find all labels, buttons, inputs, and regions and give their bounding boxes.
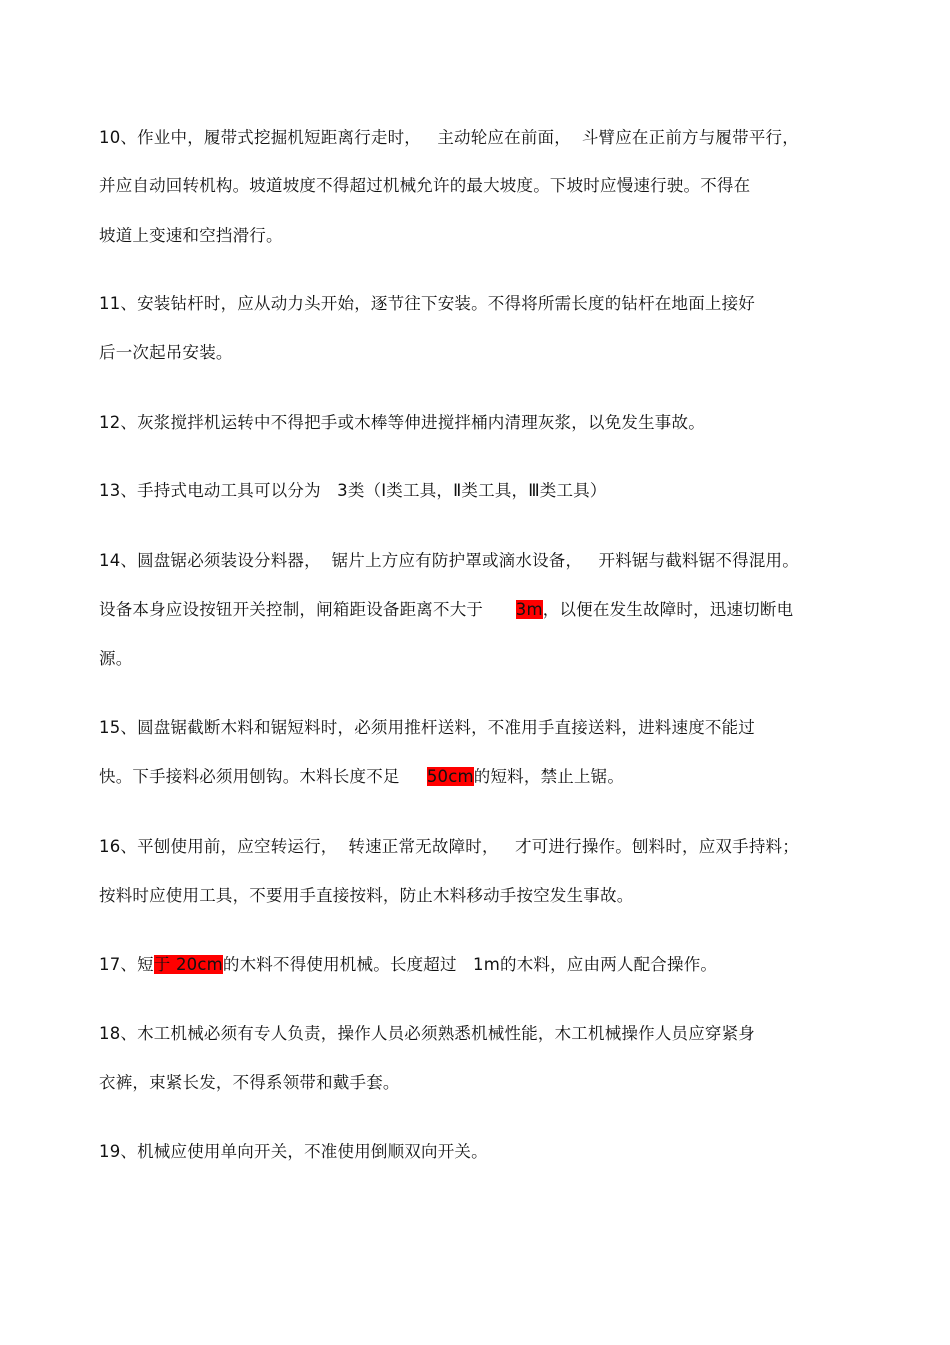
item-14-line-2 [99,599,793,621]
item-10-line-3: 坡道上变速和空挡滑行。 [99,226,283,245]
item-19-line-1: 19、机械应使用单向开关，不准使用倒顺双向开关。 [99,1142,488,1161]
item-10-line-1: 10、作业中，履带式挖掘机短距离行走时， 主动轮应在前面， 斗臂应在正前方与履带平行， [99,128,799,147]
item-13-line-1: 13、手持式电动工具可以分为 3类（Ⅰ类工具，Ⅱ类工具，Ⅲ类工具） [99,481,607,500]
item-18-line-2: 衣裤，束紧长发，不得系领带和戴手套。 [99,1073,400,1092]
item-14-line-2-before: 设备本身应设按钮开关控制，闸箱距设备距离不大于 [99,600,516,619]
item-15-line-2-after: 的短料，禁止上锯。 [473,767,625,786]
item-17-before: 17、短 [99,955,154,974]
item-11-line-2: 后一次起吊安装。 [99,343,233,362]
highlight-50cm: 50cm [426,767,474,786]
highlight-3m: 3m [515,600,543,619]
item-17-line-1 [99,954,717,976]
item-15-line-2-before: 快。下手接料必须用刨钩。木料长度不足 [99,767,427,786]
item-18-line-1: 18、木工机械必须有专人负责，操作人员必须熟悉机械性能，木工机械操作人员应穿紧身 [99,1024,755,1043]
item-14-line-3: 源。 [99,649,133,668]
item-14-line-2-after: ，以便在发生故障时，迅速切断电 [542,600,794,619]
item-11-line-1: 11、安装钻杆时，应从动力头开始，逐节往下安装。不得将所需长度的钻杆在地面上接好 [99,294,755,313]
item-10-line-2: 并应自动回转机构。坡道坡度不得超过机械允许的最大坡度。下坡时应慢速行驶。不得在 [99,176,751,195]
item-16-line-2: 按料时应使用工具，不要用手直接按料，防止木料移动手按空发生事故。 [99,886,634,905]
item-14-line-1: 14、圆盘锯必须装设分料器， 锯片上方应有防护罩或滴水设备， 开料锯与截料锯不得混用。 [99,551,799,570]
item-15-line-1: 15、圆盘锯截断木料和锯短料时，必须用推杆送料，不准用手直接送料，进料速度不能过 [99,718,755,737]
item-17-after: 的木料不得使用机械。长度超过 1m的木料，应由两人配合操作。 [222,955,718,974]
highlight-20cm: 于 20cm [153,955,223,974]
item-15-line-2 [99,766,624,788]
item-12-line-1: 12、灰浆搅拌机运转中不得把手或木棒等伸进搅拌桶内清理灰浆，以免发生事故。 [99,413,705,432]
item-16-line-1: 16、平刨使用前，应空转运行， 转速正常无故障时， 才可进行操作。刨料时，应双手持料； [99,837,799,856]
